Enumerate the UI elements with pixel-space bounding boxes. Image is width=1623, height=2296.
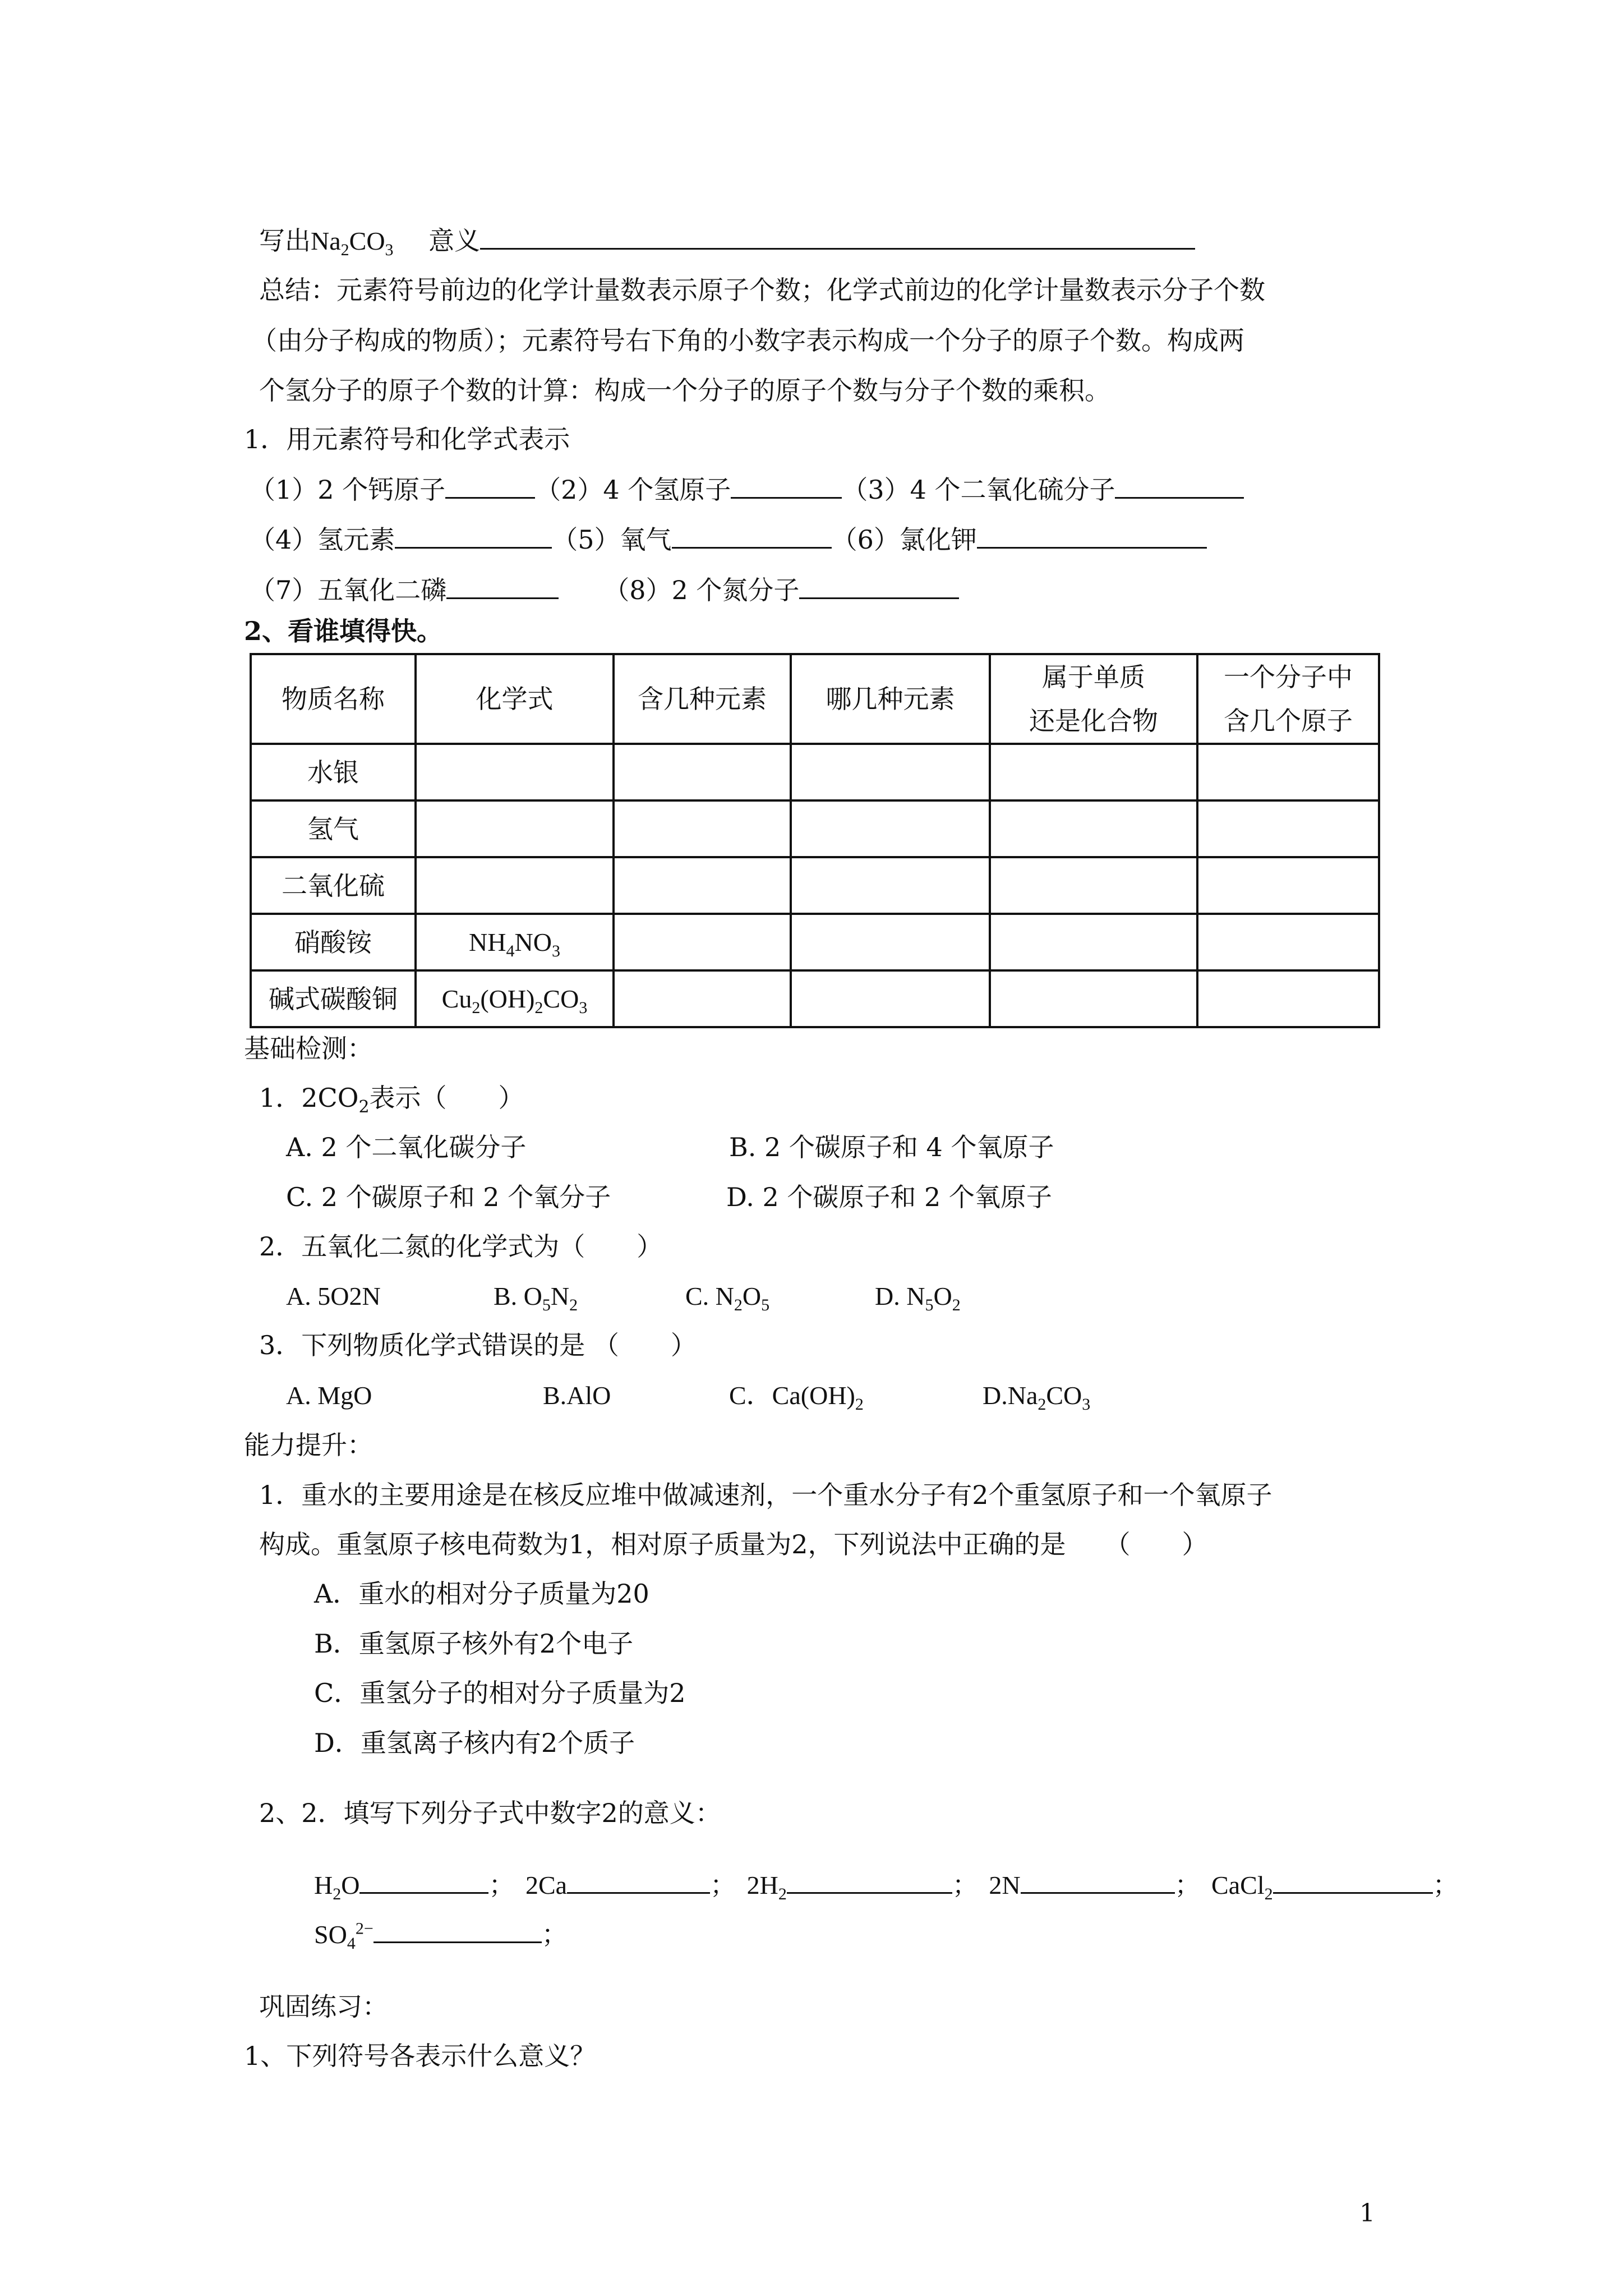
basic-title: 基础检测： (244, 1033, 373, 1064)
ability-q1-line-1: 1．重水的主要用途是在核反应堆中做减速剂，一个重水分子有2个重氢原子和一个氧原子 (259, 1480, 1272, 1510)
ability-title: 能力提升： (244, 1430, 373, 1460)
basic-q3-option-d[interactable]: $D.Na_2CO_3$ (983, 1381, 1091, 1414)
write-meaning-line: 写出$Na_2CO_3$ 意义 (259, 226, 1195, 254)
ability-option-d[interactable]: D．重氢离子核内有2个质子 (314, 1728, 635, 1758)
ability-q2-title: 2、2．填写下列分子式中数字2的意义： (259, 1798, 721, 1828)
item-so4: $SO_4^{2-}$ (314, 1919, 374, 1953)
answer-blank[interactable] (480, 226, 1195, 250)
table-row: 碱式碳酸铜 $Cu_2(OH)_2CO_3$ (251, 970, 1379, 1027)
basic-q2-option-c[interactable]: C. $N_2O_5$ (685, 1282, 770, 1315)
formula-nh4no3: $NH_4NO_3$ (416, 914, 614, 970)
summary-line-1: 总结：元素符号前边的化学计量数表示原子个数；化学式前边的化学计量数表示分子个数 (259, 275, 1265, 305)
meaning-of-2-row-1: $H_2O$ ； 2Ca ； $2H_2$ ； 2N ； CaCl$_2$ ； (314, 1871, 1459, 1904)
basic-q2-option-d[interactable]: D. $N_5O_2$ (875, 1282, 961, 1315)
ability-option-b[interactable]: B．重氢原子核外有2个电子 (314, 1628, 634, 1659)
item-h2o: $H_2O$ (314, 1871, 360, 1904)
summary-line-3: 个氢分子的原子个数的计算：构成一个分子的原子个数与分子个数的乘积。 (259, 375, 1110, 406)
basic-q2-stem: 2．五氧化二氮的化学式为（ ） (259, 1231, 663, 1262)
q1-row-2: （4）氢元素 （5）氧气 （6）氯化钾 (250, 524, 1207, 553)
basic-q3-option-b[interactable]: B.AlO (543, 1381, 611, 1410)
ability-option-a[interactable]: A．重水的相对分子质量为20 (314, 1579, 649, 1609)
basic-q1-option-a[interactable]: A. 2 个二氧化碳分子 (286, 1132, 527, 1162)
table-row: 硝酸铵 $NH_4NO_3$ (251, 914, 1379, 970)
basic-q1-option-d[interactable]: D. 2 个碳原子和 2 个氧原子 (726, 1182, 1052, 1212)
table-row: 二氧化硫 (251, 857, 1379, 914)
item-cacl2: CaCl$_2$ (1211, 1871, 1273, 1904)
ability-option-c[interactable]: C．重氢分子的相对分子质量为2 (314, 1678, 686, 1708)
q2-title: 2、看谁填得快。 (244, 616, 443, 646)
th-which-elements: 哪几种元素 (791, 654, 990, 744)
th-atoms: 一个分子中 含几个原子 (1197, 654, 1379, 744)
basic-q2-option-b[interactable]: B. $O_5N_2$ (494, 1282, 578, 1315)
q1-title: 1．用元素符号和化学式表示 (244, 424, 570, 454)
table-row: 水银 (251, 744, 1379, 800)
item-2h2: $2H_2$ (746, 1871, 787, 1904)
summary-line-2: （由分子构成的物质）；元素符号右下角的小数字表示构成一个分子的原子个数。构成两 (251, 325, 1244, 356)
table-header-row (251, 654, 1379, 744)
basic-q1-option-c[interactable]: C. 2 个碳原子和 2 个氧分子 (286, 1182, 611, 1212)
th-formula: 化学式 (416, 654, 614, 744)
formula-cu2oh2co3: $Cu_2(OH)_2CO_3$ (416, 970, 614, 1027)
basic-q1-option-b[interactable]: B. 2 个碳原子和 4 个氧原子 (729, 1132, 1054, 1162)
basic-q3-option-a[interactable]: A. MgO (286, 1381, 372, 1410)
item-2ca: 2Ca (525, 1871, 568, 1899)
table-row: 氢气 (251, 800, 1379, 857)
consolidate-title: 巩固练习： (259, 1991, 388, 2022)
basic-q3-option-c[interactable]: C．$Ca(OH)_2$ (729, 1381, 864, 1414)
basic-q1-stem: 1．$2CO_2$表示（ ） (259, 1083, 524, 1117)
th-name: 物质名称 (251, 654, 416, 744)
basic-q2-option-a[interactable]: A. 5O2N (286, 1282, 381, 1310)
item-2n: 2N (989, 1871, 1021, 1899)
substance-table (250, 653, 1380, 1028)
q1-row-3: （7）五氧化二磷 （8）2 个氮分子 (250, 575, 959, 603)
formula-na2co3: $Na_2CO_3$ (311, 227, 394, 260)
q1-row-1: （1）2 个钙原子 （2）4 个氢原子 （3）4 个二氧化硫分子 (250, 475, 1244, 503)
consolidate-q1: 1、下列符号各表示什么意义？ (244, 2041, 596, 2071)
ability-q1-line-2: 构成。重氢原子核电荷数为1，相对原子质量为2，下列说法中正确的是 （ ） (259, 1529, 1208, 1559)
basic-q3-stem: 3．下列物质化学式错误的是 （ ） (259, 1330, 697, 1360)
th-element-count: 含几种元素 (614, 654, 791, 744)
meaning-of-2-row-2: $SO_4^{2-}$ ； (314, 1919, 568, 1953)
th-type: 属于单质 还是化合物 (990, 654, 1197, 744)
page-number: 1 (1359, 2199, 1375, 2228)
